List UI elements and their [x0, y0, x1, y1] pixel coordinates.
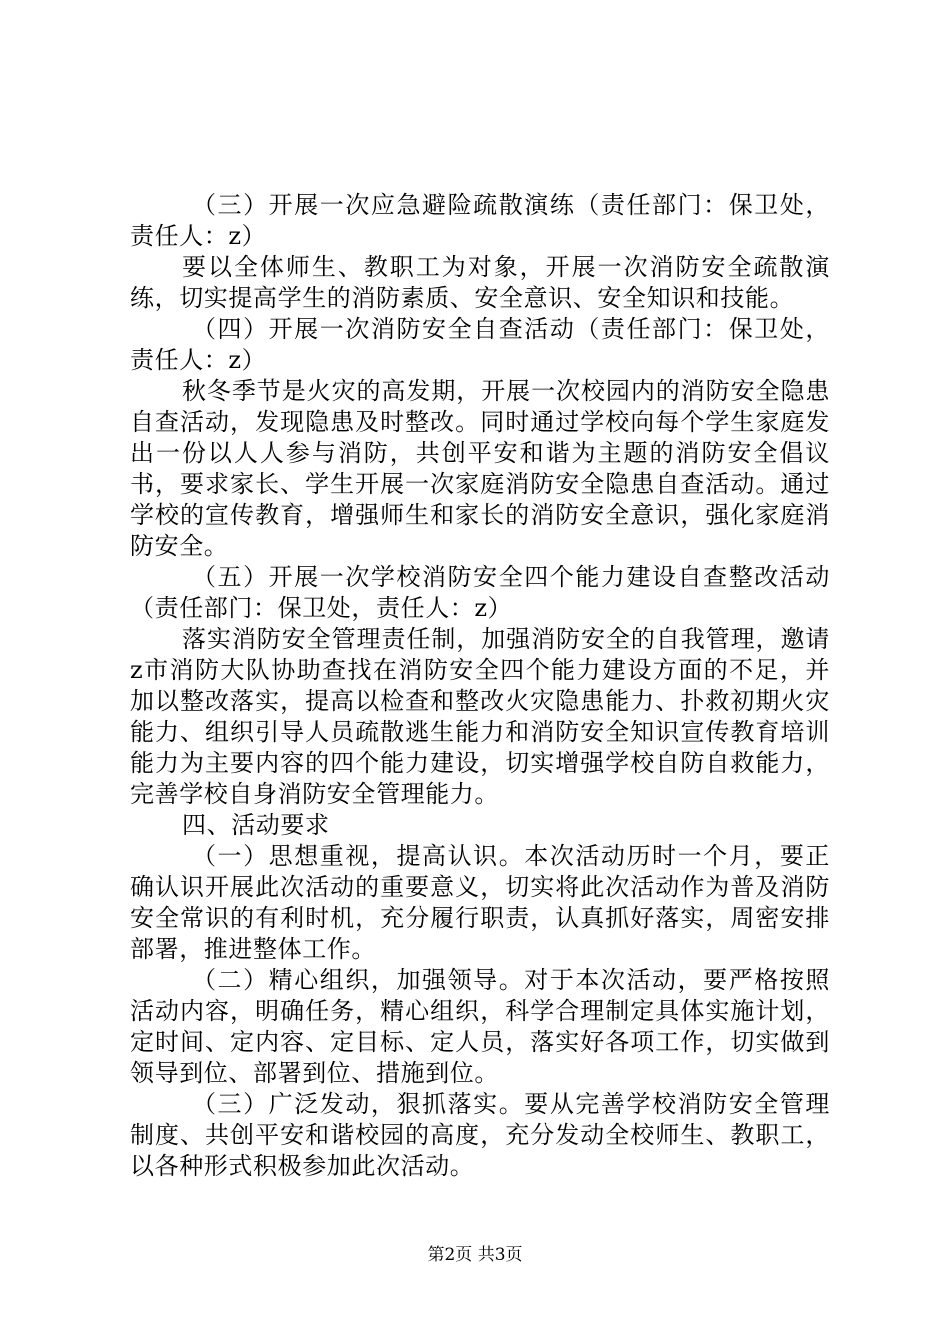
- page-number-footer: 第2页 共3页: [427, 1245, 523, 1265]
- paragraph-requirement-2: （二）精心组织，加强领导。对于本次活动，要严格按照活动内容，明确任务，精心组织，科学合理制定具体实施计划，定时间、定内容、定目标、定人员，落实好各项工作，切实做到领导到位、部署到位、措施到位。: [130, 966, 830, 1087]
- paragraph-self-inspection-body: 秋冬季节是火灾的高发期，开展一次校园内的消防安全隐患自查活动，发现隐患及时整改。同时通过学校向每个学生家庭发出一份以人人参与消防，共创平安和谐为主题的消防安全倡议书，要求家长、学生开展一次家庭消防安全隐患自查活动。通过学校的宣传教育，增强师生和家长的消防安全意识，强化家庭消防安全。: [130, 377, 830, 560]
- document-body: [130, 190, 830, 1182]
- paragraph-self-inspection-heading: （四）开展一次消防安全自查活动（责任部门：保卫处，责任人：z）: [130, 315, 830, 374]
- paragraph-requirement-3: （三）广泛发动，狠抓落实。要从完善学校消防安全管理制度、共创平安和谐校园的高度，充分发动全校师生、教职工，以各种形式积极参加此次活动。: [130, 1090, 830, 1180]
- paragraph-requirement-1: （一）思想重视，提高认识。本次活动历时一个月，要正确认识开展此次活动的重要意义，切实将此次活动作为普及消防安全常识的有利时机，充分履行职责，认真抓好落实，周密安排部署，推进整体工作。: [130, 842, 830, 963]
- paragraph-emergency-drill-heading: （三）开展一次应急避险疏散演练（责任部门：保卫处，责任人：z）: [130, 191, 830, 250]
- section-heading-activity-requirements: 四、活动要求: [182, 811, 330, 839]
- paragraph-four-abilities-body: 落实消防安全管理责任制，加强消防安全的自我管理，邀请z市消防大队协助查找在消防安全四个能力建设方面的不足，并加以整改落实，提高以检查和整改火灾隐患能力、扑救初期火灾能力、组织引导人员疏散逃生能力和消防安全知识宣传教育培训能力为主要内容的四个能力建设，切实增强学校自防自救能力，完善学校自身消防安全管理能力。: [130, 625, 830, 808]
- paragraph-emergency-drill-body: 要以全体师生、教职工为对象，开展一次消防安全疏散演练，切实提高学生的消防素质、安全意识、安全知识和技能。: [130, 253, 830, 312]
- paragraph-four-abilities-heading: （五）开展一次学校消防安全四个能力建设自查整改活动（责任部门：保卫处，责任人：z）: [130, 563, 830, 622]
